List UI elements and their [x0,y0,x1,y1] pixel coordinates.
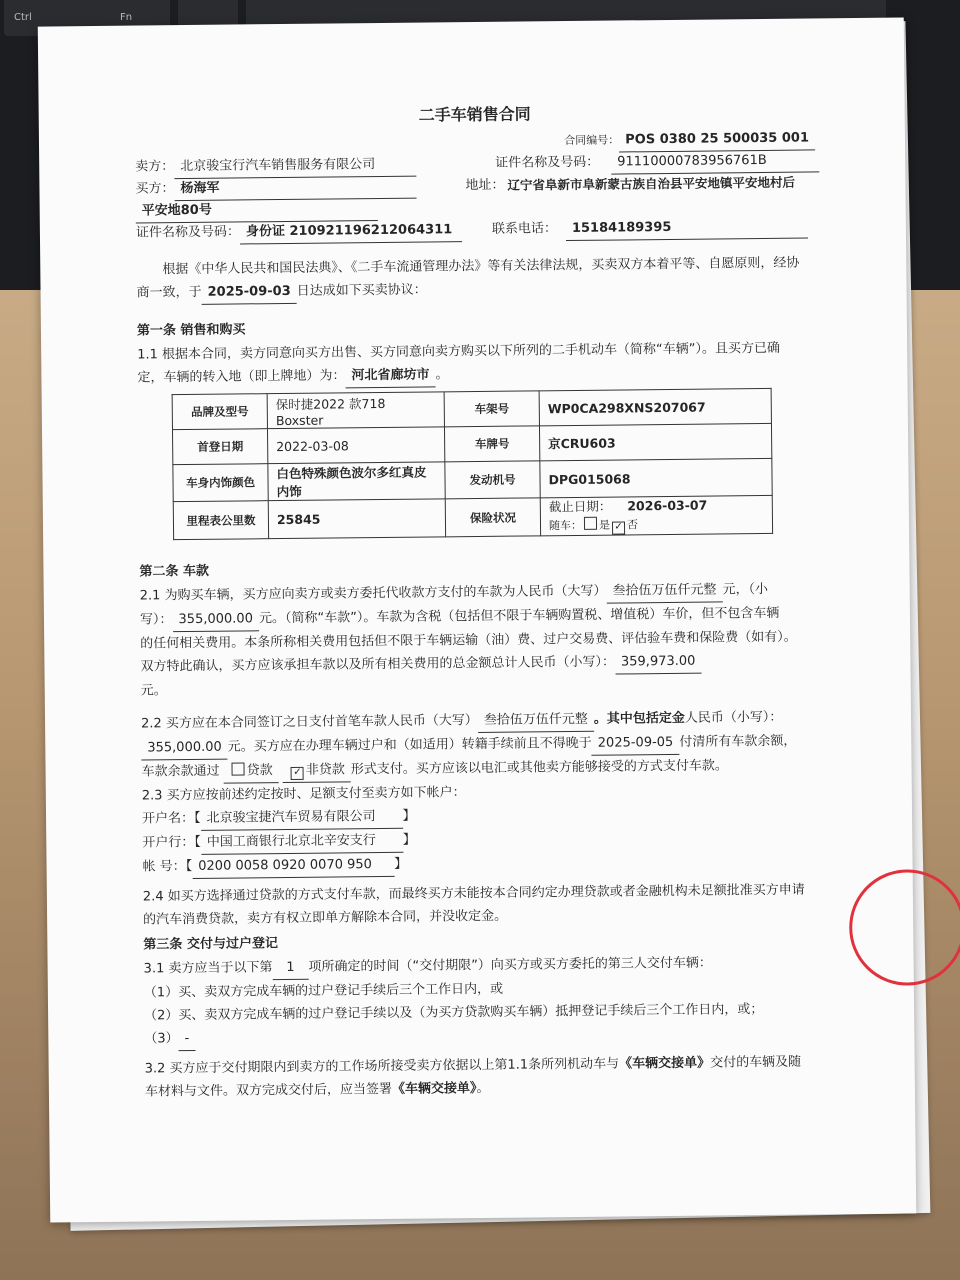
contract-number: POS 0380 25 500035 001 [619,127,815,152]
article-2-title: 第二条 车款 [139,563,210,580]
article-3-1: 3.1 卖方应当于以下第 1 项所确定的时间（“交付期限”）向买方或买方委托的第三人交付车辆： [144,950,824,981]
price-number: 355,000.00 [172,607,259,632]
checkbox-loan [232,762,245,775]
account-number: 0200 0058 0920 0070 950 [192,853,394,879]
account-name: 北京骏宝捷汽车贸易有限公司 [200,805,402,831]
fn-key: Fn [110,0,170,36]
payoff-date: 2025-09-05 [592,731,680,756]
first-registration-date: 2022-03-08 [267,427,444,464]
account-bank: 中国工商银行北京北辛安支行 [201,829,403,855]
page-title: 二手车销售合同 [418,104,531,125]
vehicle-table [172,388,773,540]
agreement-date: 2025-09-03 [201,280,296,305]
address-line2: 平安地80号 [136,193,816,222]
engine-number: DPG015068 [540,458,772,497]
buyer-phone: 15184189395 [566,216,808,242]
red-seal-stamp [849,869,960,986]
article-2-2: 2.2 买方应在本合同签订之日支付首笔车款人民币（大写） 叁拾伍万伍仟元整 。其中包括定金人民币（小写）： [141,705,821,736]
article-2-3: 2.3 买方应按前述约定按时、足额支付至卖方如下帐户： [141,785,466,804]
contract-number-row: 合同编号： POS 0380 25 500035 001 [135,127,815,156]
registration-place: 河北省廊坊市 [345,363,435,388]
article-2-1-line5: 元。 [140,683,167,699]
contract-body [134,88,825,1103]
mileage: 25845 [268,499,445,539]
article-3-option-1: （1）买、卖双方完成车辆的过户登记手续后三个工作日内，或 [143,981,504,1001]
ctrl-key: Ctrl [4,0,124,36]
seller-name: 北京骏宝行汽车销售服务有限公司 [174,154,416,180]
intro-line2: 商一致，于 2025-09-03 日达成如下买卖协议： [136,274,816,305]
seller-row: 卖方： 北京骏宝行汽车销售服务有限公司 证件名称及号码： 91110000783956761B [135,149,815,178]
checkbox-no: ✓ [612,521,625,534]
article-3-option-2: （2）买、卖双方完成车辆的过户登记手续以及（为买方贷款购买车辆）抵押登记手续后三个工作日内，或； [144,1002,764,1024]
buyer-address: 辽宁省阜新市阜新蒙古族自治县平安地镇平安地村后 [507,174,796,193]
vehicle-model: 保时捷2022 款718 Boxster [267,392,444,429]
table-row: 里程表公里数 25845 保险状况 截止日期： 2026-03-07 随车： 是 ✓ 否 [173,495,772,539]
delivery-option: 1 [272,956,308,980]
contract-page [38,17,916,1222]
article-3-2-line2: 车材料与文件。双方完成交付后，应当签署《车辆交接单》。 [144,1080,490,1100]
buyer-id: 身份证 210921196212064311 [240,219,462,244]
vehicle-vin: WP0CA298XNS207067 [539,388,771,425]
vehicle-color: 白色特殊颜色波尔多红真皮内饰 [268,462,445,501]
deposit-amount: 355,000.00 [141,736,228,761]
account-number-row: 帐 号：【 0200 0058 0920 0070 950 】 [142,848,822,879]
article-2-2-line2: 355,000.00 元。买方应在办理车辆过户和（如适用）转籍手续前且不得晚于 2025-09-05 付清所有车款余额， [141,729,821,760]
account-name-row: 开户名：【 北京骏宝捷汽车贸易有限公司 】 [142,800,822,831]
article-2-1-line2: 写）： 355,000.00 元。（简称“车款”）。车款为含税（包括但不限于车辆购置税、增值税）车价，但不包含车辆 [140,601,820,632]
seller-id: 91110000783956761B [611,149,819,174]
article-2-4: 2.4 如买方选择通过贷款的方式支付车款，而最终买方未能按本合同约定办理贷款或者金融机构未足额批准买方申请 [142,882,805,905]
checkbox-yes [584,517,597,530]
insurance-expiry: 2026-03-07 [627,497,708,514]
buyer-name: 杨海军 [174,176,416,202]
article-3-title: 第三条 交付与过户登记 [143,936,278,953]
article-1-1: 1.1 根据本合同，卖方同意向买方出售、买方同意向卖方购买以下所列的二手机动车（简称“车辆”）。且买方已确 [137,340,781,363]
article-3-2: 3.2 买方应于交付期限内到卖方的工作场所接受卖方依据以上第1.1条所列机动车与《车辆交接单》交付的车辆及随 [144,1054,802,1077]
table-row: 首登日期 2022-03-08 车牌号 京CRU603 [172,423,771,464]
intro-paragraph: 根据《中华人民共和国民法典》、《二手车流通管理办法》等有关法律法规，买卖双方本着平等、自愿原则，经协 [162,255,800,278]
article-2-1-line3: 的任何相关费用。本条所称相关费用包括但不限于车辆运输（油）费、过户交易费、评估验车费和保险费（如有）。 [140,629,797,652]
account-bank-row: 开户行：【 中国工商银行北京北辛安支行 】 [142,824,822,855]
article-1-1-place: 定，车辆的转入地（即上牌地）为： 河北省廊坊市 。 [137,359,817,390]
total-amount: 359,973.00 [615,650,702,675]
table-row: 品牌及型号 保时捷2022 款718 Boxster 车架号 WP0CA298XNS207067 [172,388,771,429]
price-uppercase: 叁拾伍万伍仟元整 [606,578,722,603]
article-3-option-3: （3） - [144,1020,824,1051]
article-2-2-line3: 车款余款通过 贷款 ✓ 非贷款 形式支付。买方应该以电汇或其他卖方能够接受的方式支付车款。 [141,753,821,784]
buyer-row: 买方： 杨海军 地址： 辽宁省阜新市阜新蒙古族自治县平安地镇平安地村后 [135,171,815,200]
first-payment-uppercase: 叁拾伍万伍仟元整 [478,708,594,733]
article-2-1-line4: 双方特此确认，买方应该承担车款以及所有相关费用的总金额总计人民币（小写）： 359,973.00 [140,648,820,679]
insurance-status: 截止日期： 2026-03-07 随车： 是 ✓ 否 [540,495,772,535]
article-2-4-line2: 的汽车消费贷款，卖方有权立即单方解除本合同，并没收定金。 [143,908,508,928]
plate-number: 京CRU603 [539,423,771,460]
buyer-id-row: 证件名称及号码： 身份证 210921196212064311 联系电话： 15184189395 [136,215,816,244]
article-1-title: 第一条 销售和购买 [136,322,246,339]
table-row: 车身内饰颜色 白色特殊颜色波尔多红真皮内饰 发动机号 DPG015068 [173,458,772,501]
article-2-1: 2.1 为购买车辆，买方应向卖方或卖方委托代收款方支付的车款为人民币（大写） 叁拾伍万伍仟元整 元，（小 [140,577,820,608]
checkbox-non-loan: ✓ [291,767,304,780]
